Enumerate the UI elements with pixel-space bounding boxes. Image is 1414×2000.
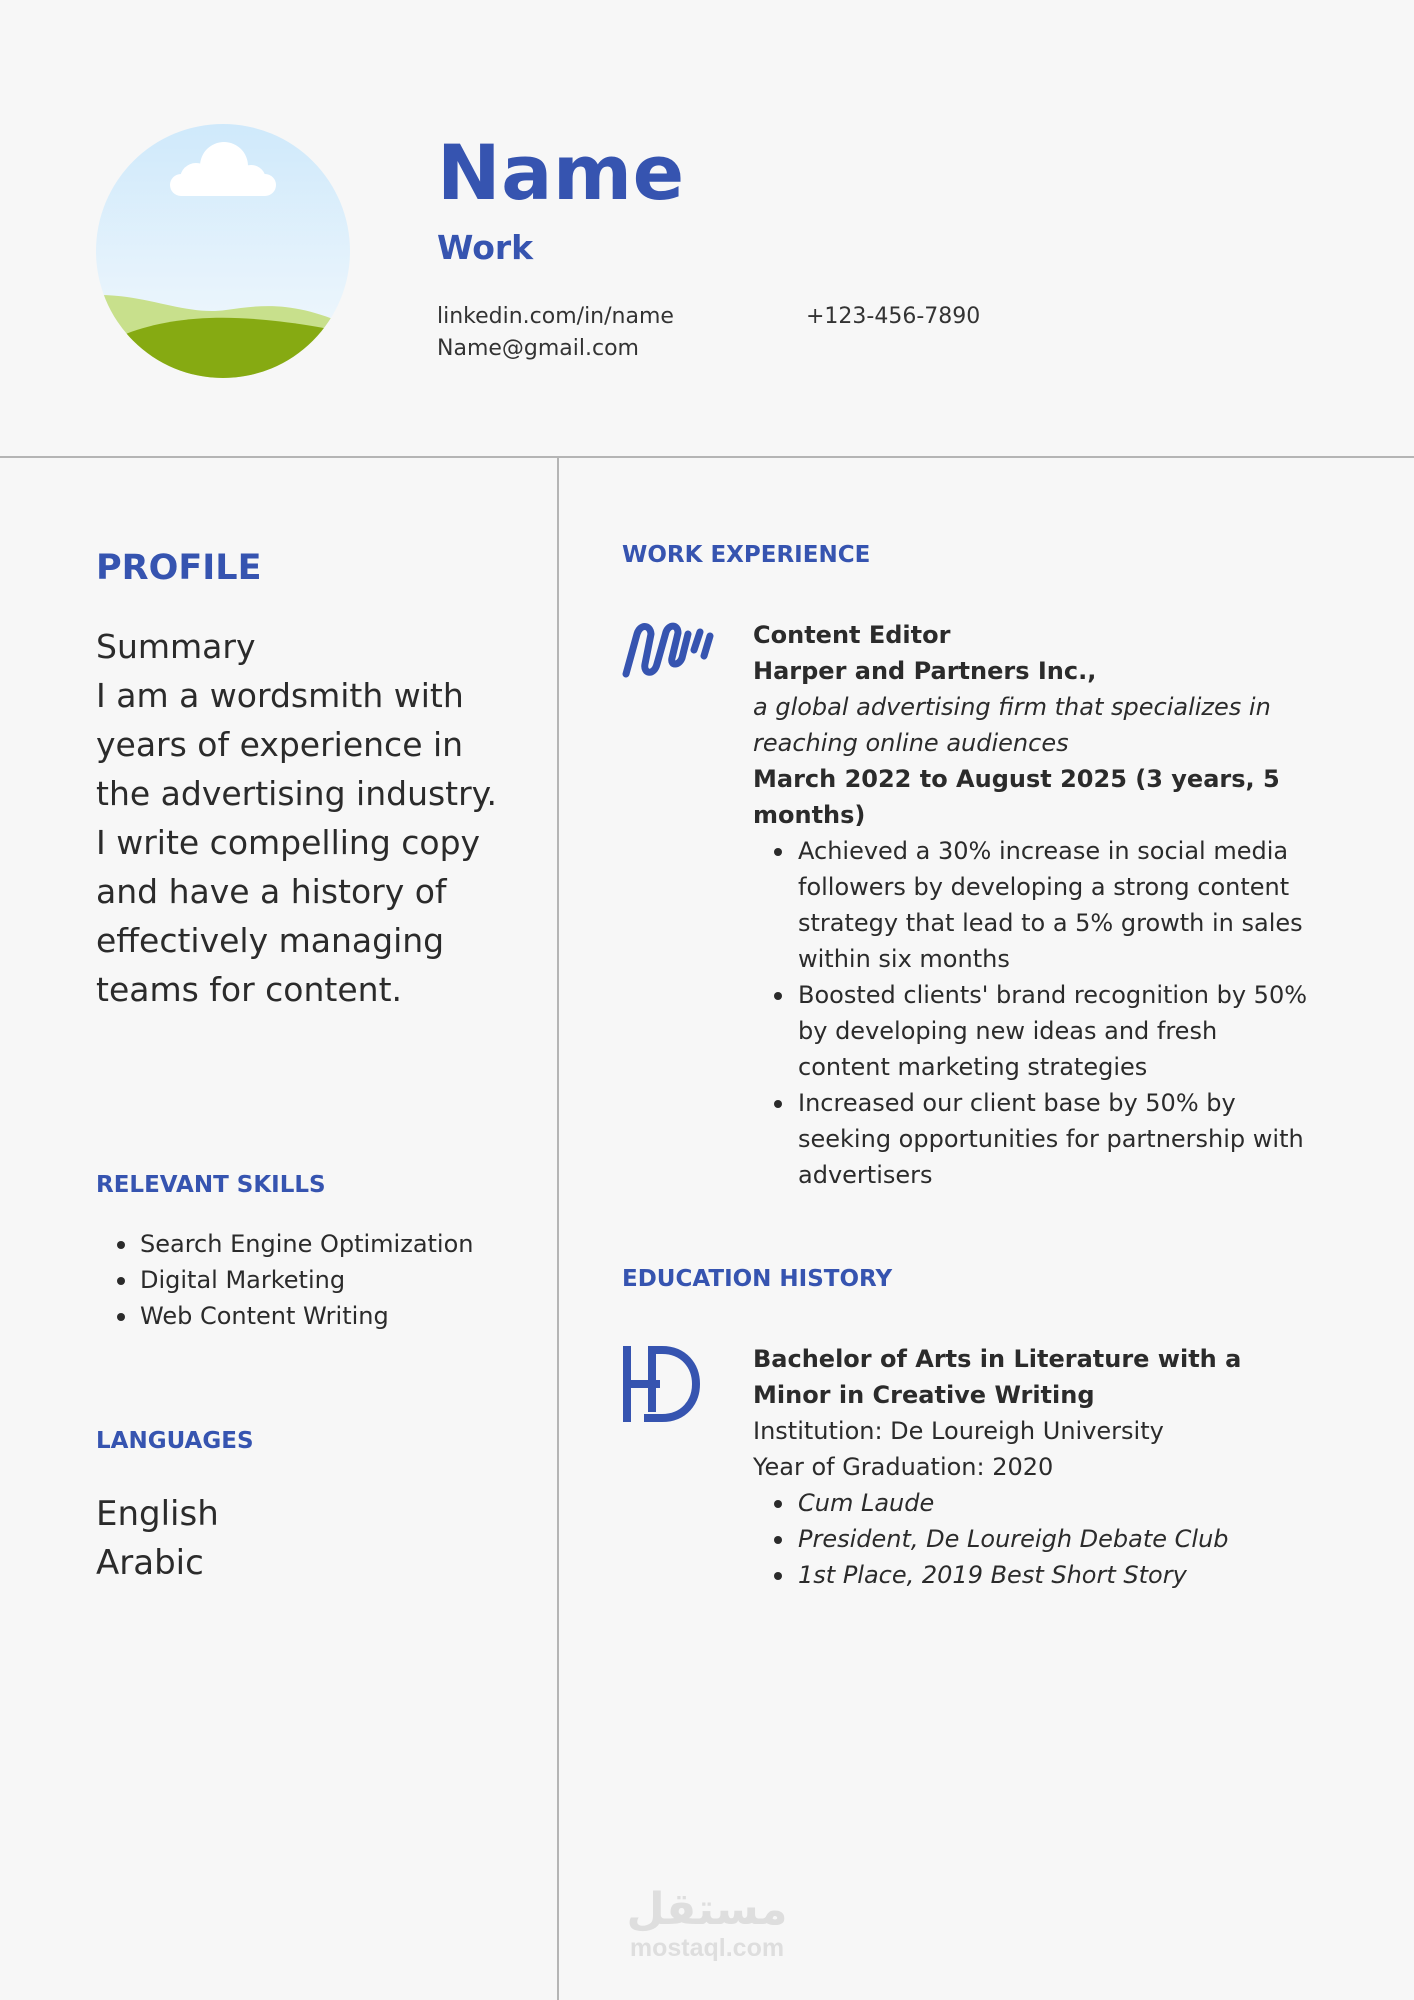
job-achievements bbox=[753, 833, 1313, 1193]
education-heading: EDUCATION HISTORY bbox=[622, 1266, 893, 1292]
candidate-name: Name bbox=[437, 128, 685, 217]
job-company: Harper and Partners Inc., bbox=[753, 657, 1097, 685]
linkedin-link[interactable]: linkedin.com/in/name bbox=[437, 304, 674, 329]
skill-item: Web Content Writing bbox=[96, 1298, 474, 1334]
honor-item: Cum Laude bbox=[753, 1485, 1313, 1521]
job-position: Content Editor bbox=[753, 621, 951, 649]
institution: Institution: De Loureigh University bbox=[753, 1417, 1164, 1445]
work-experience-heading: WORK EXPERIENCE bbox=[622, 542, 871, 568]
achievement-item: Increased our client base by 50% by seeking opportunities for partnership with advertisers bbox=[753, 1085, 1313, 1193]
education-entry bbox=[753, 1341, 1313, 1593]
skills-list bbox=[96, 1226, 474, 1334]
vertical-divider bbox=[557, 458, 559, 2000]
skills-heading: RELEVANT SKILLS bbox=[96, 1172, 326, 1198]
skill-item: Digital Marketing bbox=[96, 1262, 474, 1298]
watermark-site: mostaql.com bbox=[629, 1934, 785, 1962]
job-title: Work bbox=[437, 228, 534, 267]
avatar-photo bbox=[96, 124, 350, 378]
honors-list bbox=[753, 1485, 1313, 1593]
languages-list bbox=[96, 1490, 219, 1588]
hd-monogram-logo-icon bbox=[622, 1344, 702, 1424]
language-item: English bbox=[96, 1494, 219, 1534]
watermark-arabic: مستقل bbox=[626, 1884, 788, 1935]
skill-item: Search Engine Optimization bbox=[96, 1226, 474, 1262]
wave-scribble-logo-icon bbox=[622, 620, 714, 680]
summary-text: I am a wordsmith with years of experience in the advertising industry. I write compelling copy and have a history of effectively managing teams for content. bbox=[96, 676, 497, 1009]
job-dates: March 2022 to August 2025 (3 years, 5 months) bbox=[753, 765, 1280, 829]
languages-heading: LANGUAGES bbox=[96, 1428, 254, 1454]
profile-heading: PROFILE bbox=[96, 548, 262, 588]
honor-item: President, De Loureigh Debate Club bbox=[753, 1521, 1313, 1557]
degree-title: Bachelor of Arts in Literature with a Minor in Creative Writing bbox=[753, 1345, 1242, 1409]
job-entry bbox=[753, 617, 1313, 1193]
honor-item: 1st Place, 2019 Best Short Story bbox=[753, 1557, 1313, 1593]
summary-title: Summary bbox=[96, 627, 256, 666]
achievement-item: Boosted clients' brand recognition by 50% by developing new ideas and fresh content marketing strategies bbox=[753, 977, 1313, 1085]
phone-number[interactable]: +123-456-7890 bbox=[806, 304, 981, 329]
profile-summary bbox=[96, 622, 516, 1014]
watermark bbox=[622, 1886, 792, 1962]
graduation-year: Year of Graduation: 2020 bbox=[753, 1453, 1054, 1481]
email-link[interactable]: Name@gmail.com bbox=[437, 336, 639, 361]
achievement-item: Achieved a 30% increase in social media followers by developing a strong content strategy that lead to a 5% growth in sales within six months bbox=[753, 833, 1313, 977]
horizontal-divider bbox=[0, 456, 1414, 458]
company-description: a global advertising firm that specializes in reaching online audiences bbox=[753, 693, 1271, 757]
language-item: Arabic bbox=[96, 1543, 204, 1583]
